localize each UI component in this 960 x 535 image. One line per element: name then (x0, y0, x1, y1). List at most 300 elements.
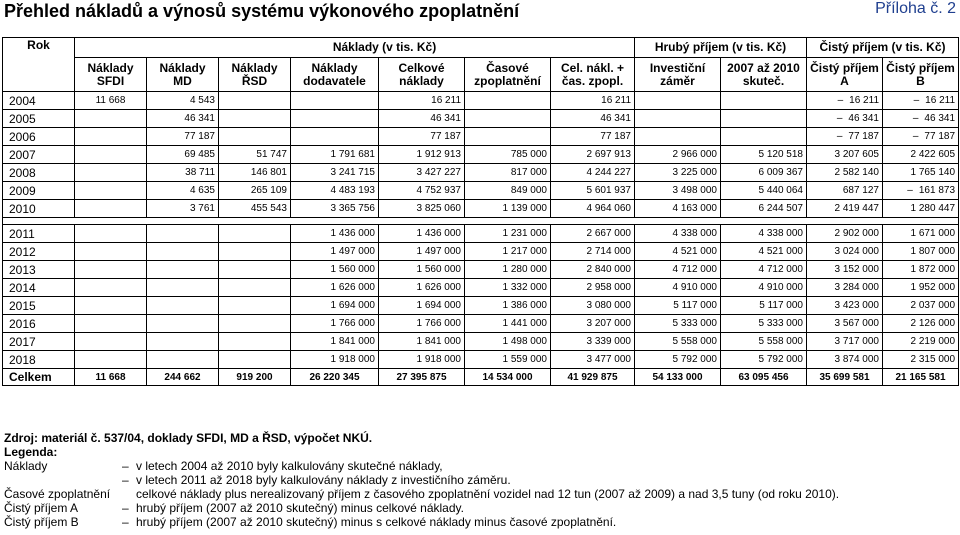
cell-value: 2013 (9, 262, 36, 277)
value-cell (883, 200, 959, 218)
legend-text: v letech 2011 až 2018 byly kalkulovány náklady z investičního záměru. (136, 473, 511, 487)
cell-value: 2005 (9, 111, 36, 126)
value-cell (551, 261, 635, 279)
cell-value: 4 712 000 (672, 264, 717, 275)
cell-value: 687 127 (842, 185, 879, 196)
cell-value: 46 341 (430, 113, 461, 124)
cell-value: 5 117 000 (673, 300, 717, 311)
total-value: 11 668 (75, 369, 147, 386)
column-header: Investiční záměr (635, 58, 721, 92)
value-cell (721, 243, 807, 261)
cell-value: 2 419 447 (834, 203, 879, 214)
cell-value: 1 791 681 (330, 149, 375, 160)
year-cell (3, 279, 75, 297)
value-cell (147, 110, 219, 128)
header-rok: Rok (3, 38, 75, 92)
value-cell (807, 333, 883, 351)
value-cell (551, 333, 635, 351)
value-cell (721, 315, 807, 333)
cell-value: 6 244 507 (758, 203, 803, 214)
cell-value: 2 697 913 (586, 149, 631, 160)
value-cell (75, 110, 147, 128)
value-cell (75, 297, 147, 315)
value-cell (147, 261, 219, 279)
annex-label: Příloha č. 2 (875, 0, 956, 17)
value-cell (465, 128, 551, 146)
cell-value: 69 485 (184, 149, 215, 160)
cell-value: 1 694 000 (330, 300, 375, 311)
value-cell (291, 243, 379, 261)
cell-value: 4 712 000 (758, 264, 803, 275)
cell-value: 2 966 000 (672, 149, 717, 160)
value-cell (465, 315, 551, 333)
total-value: 919 200 (219, 369, 291, 386)
cell-value: 2012 (9, 244, 36, 259)
value-cell (635, 297, 721, 315)
cell-value: 3 498 000 (672, 185, 717, 196)
cell-value: 1 441 000 (502, 318, 547, 329)
value-cell (75, 315, 147, 333)
value-cell (147, 164, 219, 182)
value-cell (883, 225, 959, 243)
column-header: Cel. nákl. + čas. zpopl. (551, 58, 635, 92)
value-cell (635, 182, 721, 200)
legend-dash: – (122, 515, 129, 529)
header-spacer (75, 38, 147, 58)
value-cell (635, 243, 721, 261)
value-cell (635, 333, 721, 351)
value-cell (551, 297, 635, 315)
value-cell (465, 243, 551, 261)
cell-value: 2018 (9, 352, 36, 367)
header-group-cisty: Čistý příjem (v tis. Kč) (807, 38, 959, 58)
table-row (3, 146, 959, 164)
value-cell (147, 146, 219, 164)
cell-value: – 77 187 (913, 131, 955, 142)
cell-value: 2 422 605 (910, 149, 956, 160)
cell-value: 1 332 000 (502, 282, 547, 293)
legend-label: Čistý příjem B (4, 515, 79, 529)
cell-value: 4 752 937 (416, 185, 461, 196)
value-cell (379, 279, 465, 297)
value-cell (75, 182, 147, 200)
value-cell (147, 315, 219, 333)
cell-value: 5 117 000 (759, 300, 803, 311)
cell-value: 77 187 (430, 131, 461, 142)
value-cell (807, 146, 883, 164)
value-cell (291, 200, 379, 218)
value-cell (465, 279, 551, 297)
value-cell (807, 182, 883, 200)
value-cell (379, 261, 465, 279)
value-cell (551, 92, 635, 110)
header-group-hruby: Hrubý příjem (v tis. Kč) (635, 38, 807, 58)
value-cell (465, 333, 551, 351)
value-cell (379, 164, 465, 182)
cost-revenue-table (2, 37, 959, 386)
cell-value: 1 231 000 (502, 228, 547, 239)
cell-value: 4 910 000 (758, 282, 803, 293)
value-cell (147, 243, 219, 261)
value-cell (291, 92, 379, 110)
value-cell (883, 182, 959, 200)
cell-value: 1 952 000 (910, 282, 956, 293)
cell-value: 2017 (9, 334, 36, 349)
cell-value: 1 386 000 (502, 300, 547, 311)
cell-value: 4 543 (189, 95, 215, 106)
value-cell (721, 182, 807, 200)
legend-text: hrubý příjem (2007 až 2010 skutečný) minus celkové náklady. (136, 501, 464, 515)
cell-value: 1 560 000 (330, 264, 375, 275)
legend-label: Čistý příjem A (4, 501, 79, 515)
value-cell (75, 333, 147, 351)
table-row (3, 225, 959, 243)
value-cell (379, 225, 465, 243)
value-cell (635, 315, 721, 333)
value-cell (147, 200, 219, 218)
cell-value: 1 280 447 (910, 203, 956, 214)
value-cell (219, 351, 291, 369)
value-cell (219, 146, 291, 164)
cell-value: 5 601 937 (586, 185, 631, 196)
cell-value: 1 918 000 (330, 354, 375, 365)
value-cell (551, 243, 635, 261)
source-note: Zdroj: materiál č. 537/04, doklady SFDI, MD a ŘSD, výpočet NKÚ. (4, 431, 373, 445)
value-cell (721, 146, 807, 164)
cell-value: – 16 211 (914, 95, 955, 106)
legend-item (4, 459, 956, 473)
value-cell (551, 315, 635, 333)
value-cell (807, 225, 883, 243)
value-cell (465, 297, 551, 315)
value-cell (219, 279, 291, 297)
value-cell (219, 164, 291, 182)
value-cell (883, 315, 959, 333)
cell-value: 1 841 000 (330, 336, 375, 347)
cell-value: 2 958 000 (586, 282, 631, 293)
cell-value: 1 872 000 (910, 264, 956, 275)
legend-item (4, 473, 956, 487)
cell-value: 3 423 000 (834, 300, 879, 311)
value-cell (551, 279, 635, 297)
cell-value: 2 714 000 (586, 246, 631, 257)
column-header: Čistý příjem A (807, 58, 883, 92)
value-cell (75, 279, 147, 297)
cell-value: – 46 341 (913, 113, 955, 124)
year-cell (3, 128, 75, 146)
cell-value: 4 521 000 (672, 246, 717, 257)
value-cell (379, 182, 465, 200)
value-cell (721, 261, 807, 279)
value-cell (721, 200, 807, 218)
cell-value: 1 436 000 (416, 228, 461, 239)
cell-value: 46 341 (600, 113, 631, 124)
cell-value: 5 333 000 (758, 318, 803, 329)
year-cell (3, 315, 75, 333)
value-cell (883, 351, 959, 369)
cell-value: 146 801 (250, 167, 287, 178)
cell-value: 1 841 000 (416, 336, 461, 347)
value-cell (465, 92, 551, 110)
total-label: Celkem (3, 369, 75, 386)
value-cell (219, 315, 291, 333)
table-row (3, 333, 959, 351)
value-cell (721, 128, 807, 146)
cell-value: 3 339 000 (586, 336, 631, 347)
value-cell (635, 92, 721, 110)
value-cell (75, 225, 147, 243)
table-row (3, 182, 959, 200)
value-cell (219, 200, 291, 218)
cell-value: 2010 (9, 201, 36, 216)
total-value: 244 662 (147, 369, 219, 386)
cell-value: 1 280 000 (502, 264, 547, 275)
value-cell (147, 225, 219, 243)
value-cell (75, 164, 147, 182)
value-cell (379, 110, 465, 128)
value-cell (551, 225, 635, 243)
cell-value: 2007 (9, 147, 36, 162)
value-cell (551, 200, 635, 218)
value-cell (721, 110, 807, 128)
table-row (3, 261, 959, 279)
page-title: Přehled nákladů a výnosů systému výkonového zpoplatnění (4, 1, 520, 21)
cell-value: 5 558 000 (758, 336, 803, 347)
value-cell (883, 261, 959, 279)
cell-value: 4 521 000 (758, 246, 803, 257)
value-cell (75, 200, 147, 218)
cell-value: 5 792 000 (672, 354, 717, 365)
total-value: 54 133 000 (635, 369, 721, 386)
table-body (3, 92, 959, 386)
value-cell (551, 146, 635, 164)
total-value: 41 929 875 (551, 369, 635, 386)
legend-label: Náklady (4, 459, 48, 473)
cell-value: 1 694 000 (416, 300, 461, 311)
year-cell (3, 243, 75, 261)
value-cell (635, 351, 721, 369)
column-header: Náklady MD (147, 58, 219, 92)
cell-value: 2 840 000 (586, 264, 631, 275)
value-cell (75, 351, 147, 369)
cell-value: 4 910 000 (672, 282, 717, 293)
total-value: 21 165 581 (883, 369, 959, 386)
cell-value: 817 000 (510, 167, 547, 178)
cell-value: 3 080 000 (586, 300, 631, 311)
value-cell (219, 225, 291, 243)
cell-value: 3 717 000 (834, 336, 879, 347)
section-gap (3, 218, 959, 225)
value-cell (147, 297, 219, 315)
value-cell (219, 128, 291, 146)
cell-value: 1 498 000 (502, 336, 547, 347)
value-cell (807, 243, 883, 261)
cell-value: 3 874 000 (834, 354, 879, 365)
value-cell (635, 164, 721, 182)
legend-item (4, 487, 956, 501)
table-row (3, 351, 959, 369)
column-header: 2007 až 2010 skuteč. (721, 58, 807, 92)
value-cell (291, 297, 379, 315)
value-cell (465, 200, 551, 218)
value-cell (75, 146, 147, 164)
value-cell (807, 315, 883, 333)
total-value: 35 699 581 (807, 369, 883, 386)
value-cell (75, 243, 147, 261)
value-cell (551, 351, 635, 369)
value-cell (635, 110, 721, 128)
cell-value: 2 315 000 (910, 354, 956, 365)
value-cell (883, 146, 959, 164)
cell-value: 3 024 000 (834, 246, 879, 257)
cell-value: 1 559 000 (502, 354, 547, 365)
cell-value: 3 365 756 (330, 203, 375, 214)
cell-value: 3 152 000 (834, 264, 879, 275)
column-header: Čistý příjem B (883, 58, 959, 92)
cell-value: 3 207 605 (834, 149, 879, 160)
cell-value: 1 560 000 (416, 264, 461, 275)
value-cell (219, 92, 291, 110)
table-row (3, 200, 959, 218)
cell-value: 5 558 000 (672, 336, 717, 347)
cell-value: 3 567 000 (834, 318, 879, 329)
value-cell (219, 243, 291, 261)
value-cell (379, 297, 465, 315)
table-header (3, 38, 959, 92)
cell-value: 38 711 (185, 167, 215, 178)
value-cell (807, 351, 883, 369)
legend-label: Časové zpoplatnění (4, 487, 111, 501)
total-value: 27 395 875 (379, 369, 465, 386)
cell-value: 3 825 060 (416, 203, 461, 214)
year-cell (3, 200, 75, 218)
table-row (3, 92, 959, 110)
cell-value: – 46 341 (837, 113, 879, 124)
legend-text: hrubý příjem (2007 až 2010 skutečný) minus s celkové náklady minus časové zpoplatnění. (136, 515, 617, 529)
legend-title: Legenda: (4, 445, 58, 459)
cell-value: 3 284 000 (834, 282, 879, 293)
column-header: Náklady SFDI (75, 58, 147, 92)
cell-value: 785 000 (510, 149, 547, 160)
value-cell (635, 200, 721, 218)
legend-dash: – (122, 473, 129, 487)
table-row (3, 279, 959, 297)
legend-items (4, 459, 956, 529)
legend-label (4, 473, 122, 487)
value-cell (883, 92, 959, 110)
legend-dash (122, 487, 136, 501)
cell-value: 2 126 000 (910, 318, 956, 329)
value-cell (807, 92, 883, 110)
legend-item (4, 501, 956, 515)
value-cell (807, 279, 883, 297)
total-value: 14 534 000 (465, 369, 551, 386)
value-cell (147, 351, 219, 369)
cell-value: 1 497 000 (330, 246, 375, 257)
value-cell (291, 261, 379, 279)
value-cell (551, 128, 635, 146)
year-cell (3, 261, 75, 279)
total-row (3, 369, 959, 386)
cell-value: 46 341 (184, 113, 215, 124)
value-cell (291, 279, 379, 297)
cell-value: 2006 (9, 129, 36, 144)
value-cell (721, 297, 807, 315)
value-cell (807, 164, 883, 182)
cell-value: 16 211 (431, 95, 461, 106)
cell-value: 1 217 000 (502, 246, 547, 257)
cell-value: 3 225 000 (672, 167, 717, 178)
cell-value: 2 219 000 (910, 336, 956, 347)
value-cell (219, 297, 291, 315)
cell-value: 1 671 000 (910, 228, 956, 239)
value-cell (465, 351, 551, 369)
table-row (3, 164, 959, 182)
cell-value: 51 747 (256, 149, 287, 160)
cell-value: 849 000 (510, 185, 547, 196)
value-cell (635, 261, 721, 279)
value-cell (219, 333, 291, 351)
value-cell (807, 261, 883, 279)
value-cell (291, 315, 379, 333)
value-cell (291, 182, 379, 200)
value-cell (551, 182, 635, 200)
cell-value: 4 244 227 (586, 167, 631, 178)
cell-value: – 16 211 (838, 95, 879, 106)
year-cell (3, 92, 75, 110)
value-cell (75, 92, 147, 110)
cell-value: 2014 (9, 280, 36, 295)
value-cell (883, 297, 959, 315)
value-cell (219, 182, 291, 200)
cell-value: 4 483 193 (330, 185, 375, 196)
year-cell (3, 164, 75, 182)
cell-value: 5 792 000 (758, 354, 803, 365)
cell-value: 16 211 (601, 95, 631, 106)
value-cell (635, 146, 721, 164)
cell-value: 2 902 000 (834, 228, 879, 239)
legend-dash: – (122, 501, 129, 515)
value-cell (465, 182, 551, 200)
value-cell (721, 225, 807, 243)
cell-value: 3 761 (189, 203, 215, 214)
cell-value: 1 912 913 (416, 149, 461, 160)
value-cell (291, 351, 379, 369)
cell-value: 4 338 000 (672, 228, 717, 239)
cell-value: 2015 (9, 298, 36, 313)
cell-value: 455 543 (250, 203, 287, 214)
value-cell (147, 128, 219, 146)
cell-value: 1 497 000 (416, 246, 461, 257)
header-spacer (551, 38, 635, 58)
value-cell (883, 164, 959, 182)
cell-value: 4 964 060 (586, 203, 631, 214)
table-row (3, 110, 959, 128)
cell-value: 1 626 000 (330, 282, 375, 293)
cell-value: 1 626 000 (416, 282, 461, 293)
value-cell (465, 225, 551, 243)
cell-value: 4 163 000 (672, 203, 717, 214)
value-cell (75, 128, 147, 146)
notes (4, 431, 956, 529)
value-cell (883, 128, 959, 146)
cell-value: 265 109 (250, 185, 287, 196)
value-cell (379, 146, 465, 164)
value-cell (291, 164, 379, 182)
cell-value: 2 037 000 (910, 300, 956, 311)
value-cell (219, 261, 291, 279)
legend-item (4, 515, 956, 529)
